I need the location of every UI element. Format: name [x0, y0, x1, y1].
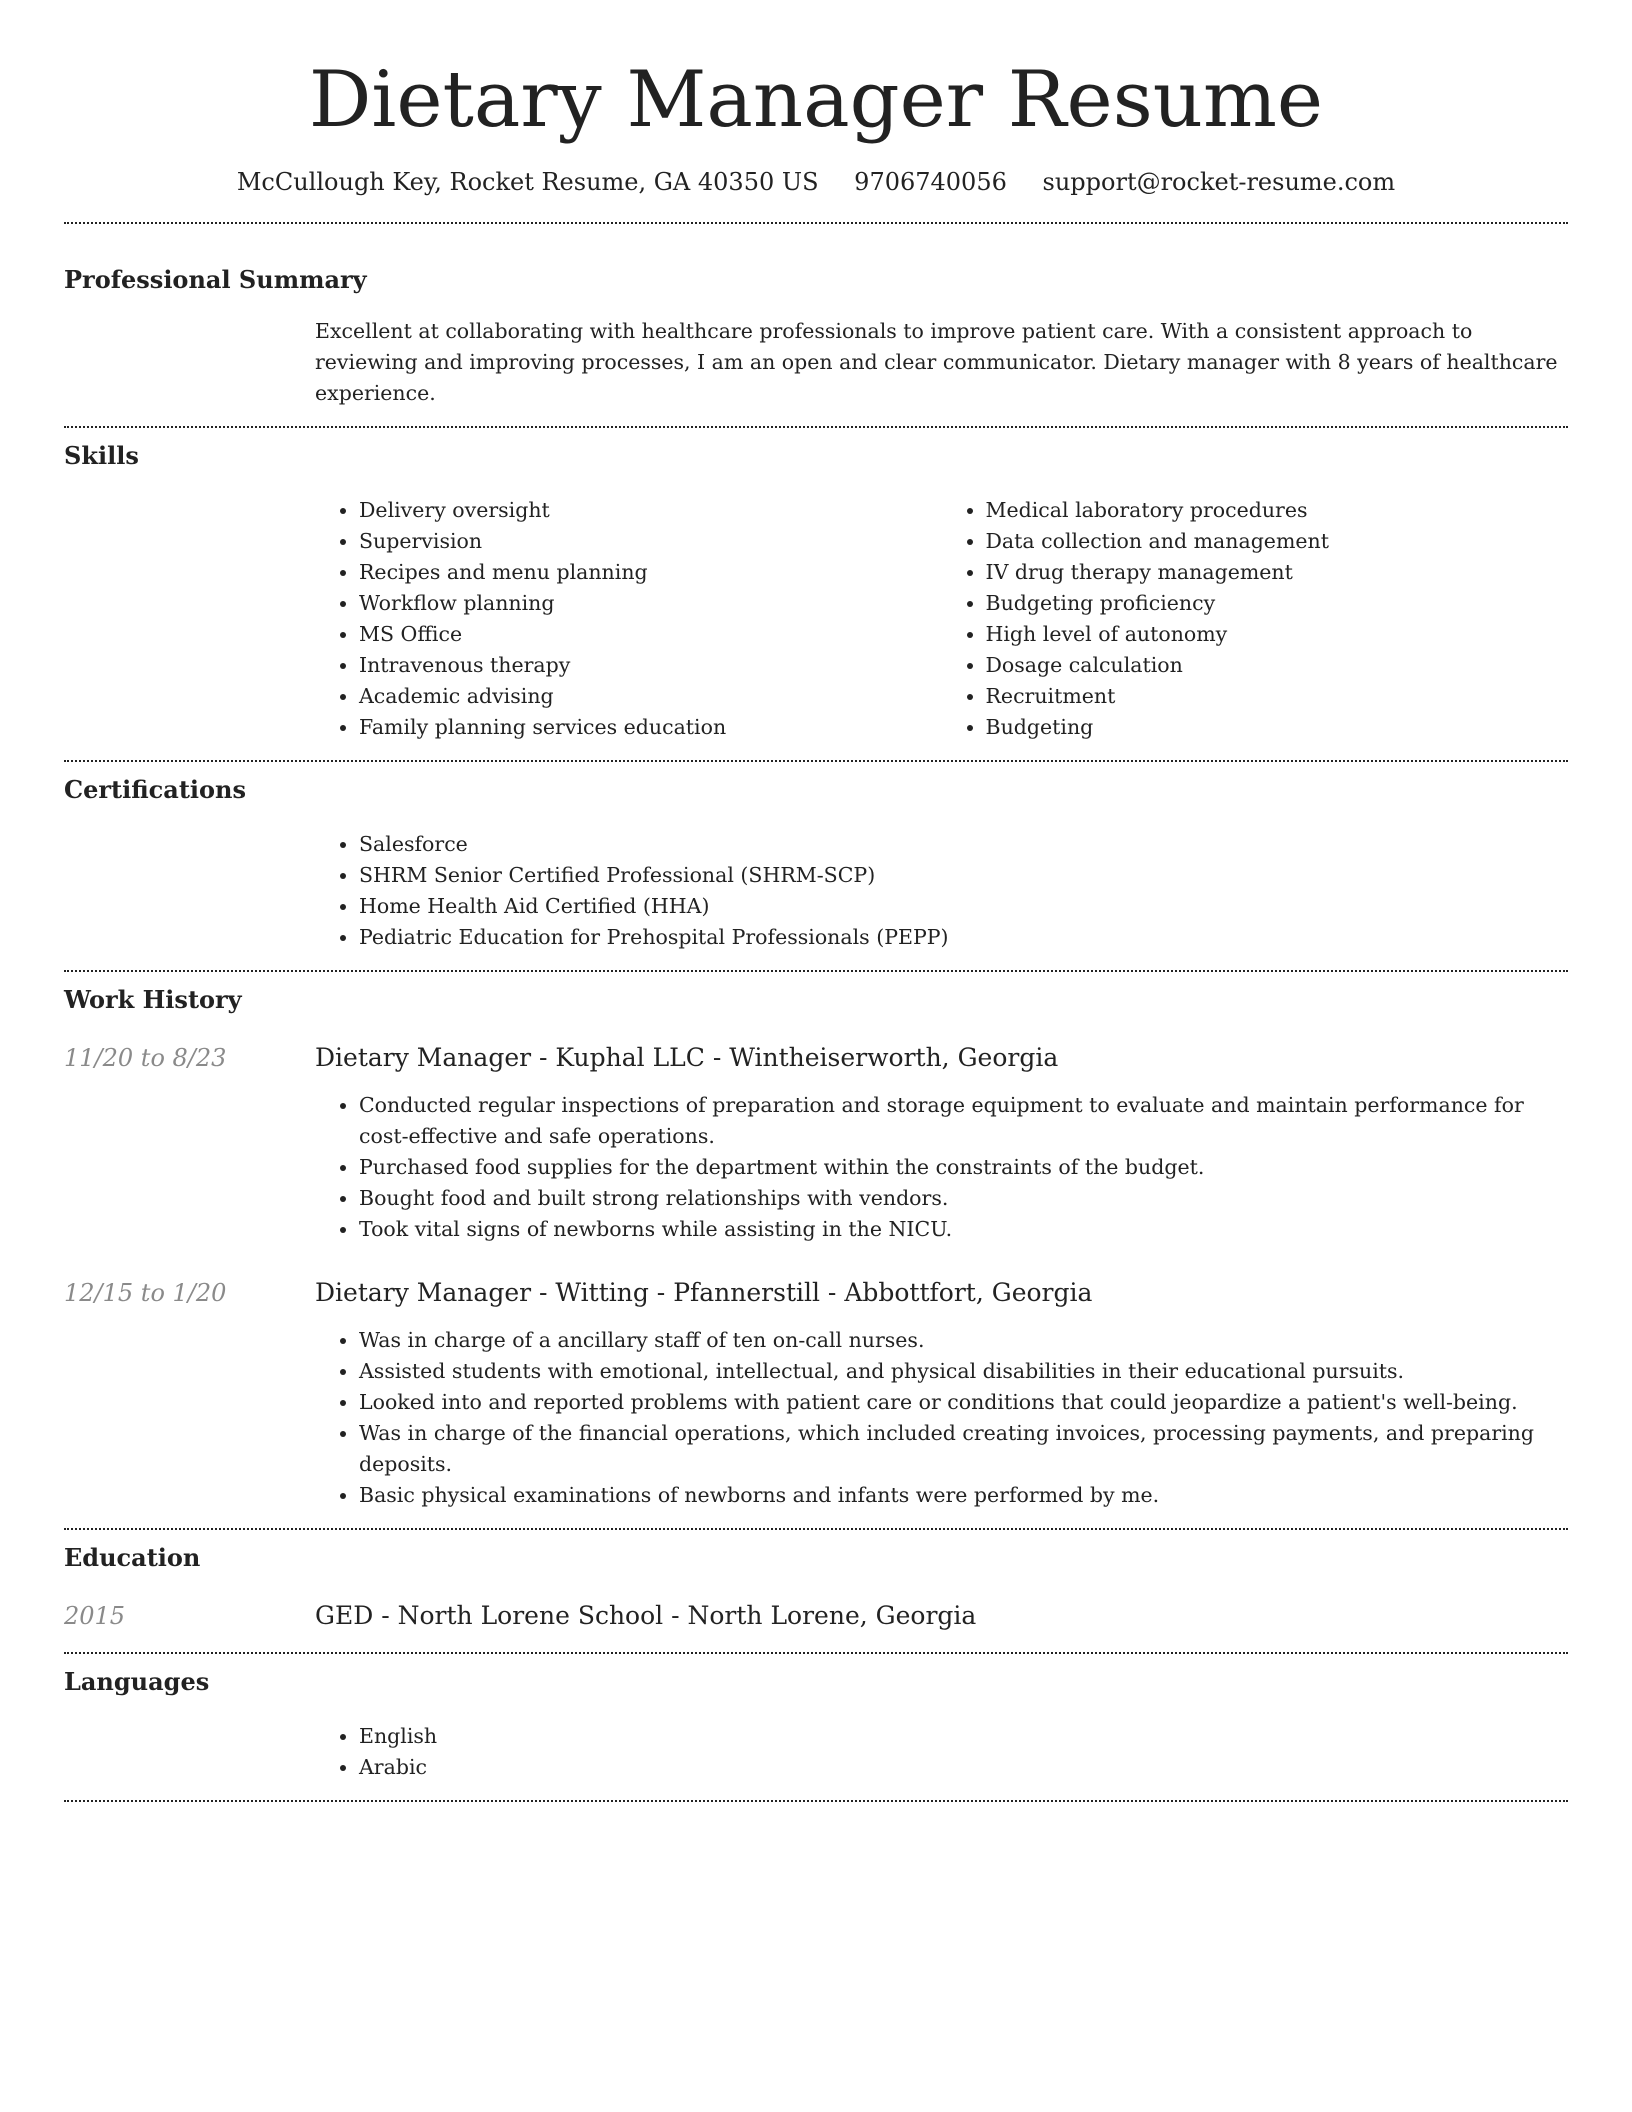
list-item: • Dosage calculation: [986, 650, 1569, 681]
education-title: GED - North Lorene School - North Lorene, Georgia: [315, 1601, 977, 1630]
certifications-content: [315, 829, 1568, 953]
list-item: • Supervision: [359, 526, 942, 557]
divider: [64, 1800, 1568, 1802]
list-item: • Academic advising: [359, 681, 942, 712]
list-item: • SHRM Senior Certified Professional (SHRM-SCP): [359, 860, 1568, 891]
languages-content: [315, 1721, 1568, 1783]
job-header: [64, 1042, 1568, 1074]
work-section: [64, 972, 1568, 1511]
list-item: • MS Office: [359, 619, 942, 650]
education-heading: Education: [64, 1543, 201, 1572]
education-section: [64, 1530, 1568, 1632]
contact-phone: 9706740056: [854, 168, 1007, 196]
summary-heading: Professional Summary: [64, 265, 367, 294]
list-item: • Data collection and management: [986, 526, 1569, 557]
list-item: • Was in charge of a ancillary staff of ten on-call nurses.: [359, 1325, 1568, 1356]
list-item: • IV drug therapy management: [986, 557, 1569, 588]
summary-text: Excellent at collaborating with healthcare professionals to improve patient care. With a consistent approach to reviewing and improving processes, I am an open and clear communicator. Dietary manager with 8 years of healthcare experience.: [315, 319, 1558, 405]
certifications-list: [315, 829, 1568, 953]
list-item: • Workflow planning: [359, 588, 942, 619]
job-details: [315, 1090, 1568, 1245]
certifications-heading: Certifications: [64, 775, 247, 804]
skills-section: [64, 428, 1568, 743]
job-entry: [64, 1042, 1568, 1245]
list-item: • Assisted students with emotional, intellectual, and physical disabilities in their educational pursuits.: [359, 1356, 1568, 1387]
resume-page: [64, 0, 1568, 1802]
work-heading: Work History: [64, 985, 242, 1014]
list-item: • English: [359, 1721, 1568, 1752]
list-item: • Medical laboratory procedures: [986, 495, 1569, 526]
list-item: • Intravenous therapy: [359, 650, 942, 681]
job-dates: 11/20 to 8/23: [64, 1044, 227, 1072]
contact-address: McCullough Key, Rocket Resume, GA 40350 US: [236, 168, 819, 196]
list-item: • Budgeting proficiency: [986, 588, 1569, 619]
list-item: • Recruitment: [986, 681, 1569, 712]
skills-list-left: [315, 495, 942, 743]
list-item: • Delivery oversight: [359, 495, 942, 526]
list-item: • Basic physical examinations of newborns and infants were performed by me.: [359, 1480, 1568, 1511]
skills-list-right: [942, 495, 1569, 743]
skills-heading: Skills: [64, 441, 139, 470]
list-item: • Bought food and built strong relationships with vendors.: [359, 1183, 1568, 1214]
languages-list: [315, 1721, 1568, 1783]
list-item: • Purchased food supplies for the department within the constraints of the budget.: [359, 1152, 1568, 1183]
list-item: • Budgeting: [986, 712, 1569, 743]
languages-section: [64, 1654, 1568, 1783]
list-item: • Salesforce: [359, 829, 1568, 860]
list-item: • Was in charge of the financial operations, which included creating invoices, processing payments, and preparing deposits.: [359, 1418, 1568, 1480]
certifications-section: [64, 762, 1568, 953]
list-item: • Took vital signs of newborns while assisting in the NICU.: [359, 1214, 1568, 1245]
job-bullets: [315, 1325, 1568, 1511]
languages-heading: Languages: [64, 1667, 210, 1696]
list-item: • Home Health Aid Certified (HHA): [359, 891, 1568, 922]
job-bullets: [315, 1090, 1568, 1245]
skills-content: [315, 495, 1568, 743]
summary-section: [64, 224, 1568, 409]
education-year: 2015: [64, 1602, 126, 1630]
job-title: Dietary Manager - Kuphal LLC - Wintheiserworth, Georgia: [315, 1043, 1059, 1072]
list-item: • Arabic: [359, 1752, 1568, 1783]
job-title: Dietary Manager - Witting - Pfannerstill - Abbottfort, Georgia: [315, 1278, 1093, 1307]
summary-content: [315, 316, 1568, 409]
resume-title: Dietary Manager Resume: [308, 55, 1324, 145]
list-item: • Recipes and menu planning: [359, 557, 942, 588]
list-item: • Conducted regular inspections of preparation and storage equipment to evaluate and maintain performance for cost-effective and safe operations.: [359, 1090, 1568, 1152]
list-item: • Looked into and reported problems with patient care or conditions that could jeopardize a patient's well-being.: [359, 1387, 1568, 1418]
contact-line: [64, 166, 1568, 198]
education-entry: [64, 1600, 1568, 1632]
job-entry: [64, 1277, 1568, 1511]
list-item: • Family planning services education: [359, 712, 942, 743]
contact-email: support@rocket-resume.com: [1042, 168, 1396, 196]
job-details: [315, 1325, 1568, 1511]
list-item: • Pediatric Education for Prehospital Professionals (PEPP): [359, 922, 1568, 953]
list-item: • High level of autonomy: [986, 619, 1569, 650]
job-dates: 12/15 to 1/20: [64, 1279, 227, 1307]
job-header: [64, 1277, 1568, 1309]
